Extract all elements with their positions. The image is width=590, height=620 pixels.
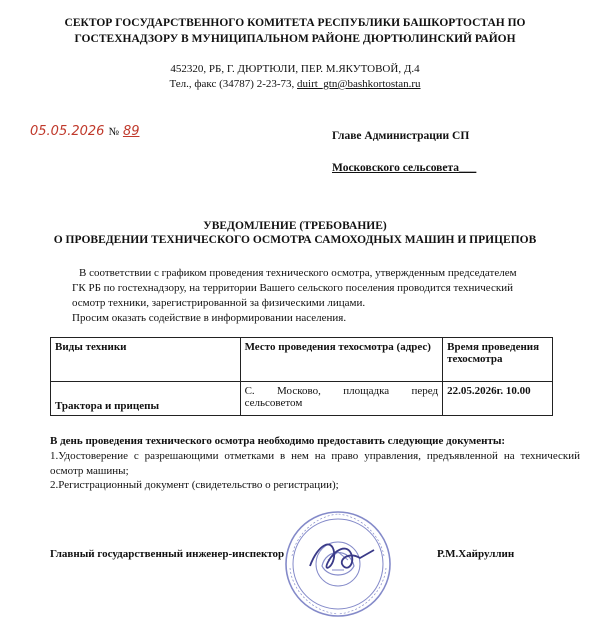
official-seal-stamp <box>282 508 394 620</box>
doc-number: 89 <box>122 124 140 139</box>
table-cell: Трактора и прицепы <box>51 382 241 416</box>
table-header: Время проведения техосмотра <box>443 338 553 382</box>
body-line3: осмотр техники, зарегистрированной за физическими лицами. <box>72 297 366 309</box>
table-header-row <box>51 338 553 382</box>
table-header: Виды техники <box>51 338 241 382</box>
org-contacts <box>0 77 590 92</box>
table-cell: С. Москово, площадка перед сельсоветом <box>240 382 443 416</box>
doc-date: 05.05.2026 <box>30 124 105 139</box>
notice-title-line1: УВЕДОМЛЕНИЕ (ТРЕБОВАНИЕ) <box>203 220 387 232</box>
addressee-line1: Главе Администрации СП <box>332 130 470 142</box>
body-line4: Просим оказать содействие в информировании населения. <box>72 312 347 324</box>
table-cell: 22.05.2026г. 10.00 <box>443 382 553 416</box>
body-line1: В соответствии с графиком проведения технического осмотра, утвержденным председателем <box>79 267 517 279</box>
inspection-table <box>50 337 553 416</box>
org-header-line1: СЕКТОР ГОСУДАРСТВЕННОГО КОМИТЕТА РЕСПУБЛИКИ БАШКОРТОСТАН ПО <box>64 17 526 29</box>
doc-date-number <box>30 122 139 140</box>
org-phone: Тел., факс (34787) 2-23-73, <box>169 78 295 90</box>
documents-heading: В день проведения технического осмотра необходимо предоставить следующие документы: <box>50 435 506 447</box>
doc-number-label: № <box>108 126 119 138</box>
org-header-line2: ГОСТЕХНАДЗОРУ В МУНИЦИПАЛЬНОМ РАЙОНЕ ДЮРТЮЛИНСКИЙ РАЙОН <box>74 33 516 45</box>
notice-title-line2: О ПРОВЕДЕНИИ ТЕХНИЧЕСКОГО ОСМОТРА САМОХОДНЫХ МАШИН И ПРИЦЕПОВ <box>53 234 537 246</box>
addressee-line2: Московского сельсовета___ <box>332 162 477 174</box>
body-line2: ГК РБ по гостехнадзору, на территории Вашего сельского поселения проводится технический <box>72 282 513 294</box>
signer-position: Главный государственный инженер-инспектор <box>50 548 285 560</box>
signature-scribble <box>310 544 374 567</box>
org-email-link[interactable]: duirt_gtn@bashkortostan.ru <box>297 78 421 90</box>
documents-item2: 2.Регистрационный документ (свидетельство о регистрации); <box>50 479 339 491</box>
signer-name: Р.М.Хайруллин <box>437 548 515 560</box>
org-address: 452320, РБ, Г. ДЮРТЮЛИ, ПЕР. М.ЯКУТОВОЙ, Д.4 <box>170 63 420 75</box>
table-row <box>51 382 553 416</box>
table-header: Место проведения техосмотра (адрес) <box>240 338 443 382</box>
documents-item1: 1.Удостоверение с разрешающими отметками в нем на право управления, предъявленной на технический осмотр машины; <box>50 450 580 477</box>
